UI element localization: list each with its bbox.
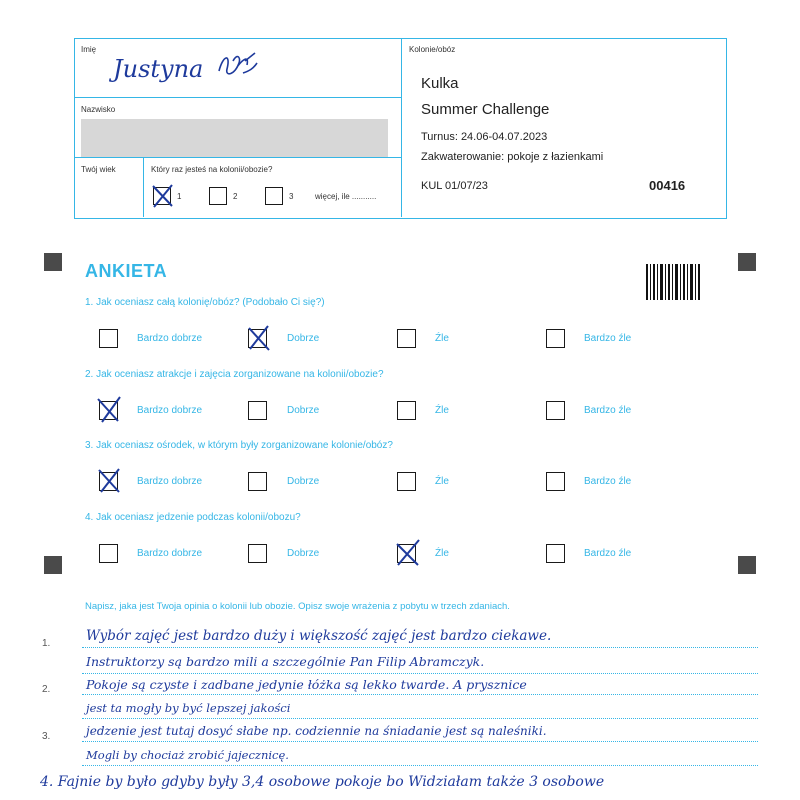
form-number: 00416: [649, 178, 686, 193]
q4-option-dobrze[interactable]: [248, 544, 267, 563]
q3-option-zle[interactable]: [397, 472, 416, 491]
q3-label-2: Dobrze: [287, 476, 320, 487]
signature-scribble: [215, 49, 259, 83]
header-divider: [401, 39, 402, 217]
registration-marker: [738, 556, 756, 574]
answer-line: [82, 693, 758, 695]
survey-title: ANKIETA: [85, 261, 168, 281]
q1-option-bardzo-zle[interactable]: [546, 329, 565, 348]
name-row-divider: [75, 97, 401, 98]
q2-label-1: Bardzo dobrze: [137, 405, 203, 416]
answer-line: [82, 764, 758, 766]
times-checkbox-2[interactable]: [209, 187, 227, 205]
opinion-prompt: Napisz, jaka jest Twoja opinia o kolonii lub obozie. Opisz swoje wrażenia z pobytu w trzech zdaniach.: [85, 601, 510, 612]
turnus: Turnus: 24.06-04.07.2023: [421, 131, 548, 143]
q3-label-1: Bardzo dobrze: [137, 476, 203, 487]
name-value: Justyna: [113, 55, 204, 83]
question-4: 4. Jak oceniasz jedzenie podczas kolonii/obozu?: [85, 512, 301, 523]
answer-line: [82, 740, 758, 742]
age-divider: [143, 157, 144, 217]
q2-label-3: Źle: [435, 405, 449, 416]
line-number-3: 3.: [42, 731, 51, 742]
answer-text-7: 4. Fajnie by było gdyby były 3,4 osobowe pokoje bo Widziałam także 3 osobowe: [40, 774, 605, 790]
answer-line: [82, 717, 758, 719]
camp-code: KUL 01/07/23: [421, 180, 488, 192]
q1-label-4: Bardzo źle: [584, 333, 632, 344]
question-2: 2. Jak oceniasz atrakcje i zajęcia zorganizowane na kolonii/obozie?: [85, 369, 384, 380]
name-label: Imię: [81, 45, 97, 54]
times-label: Który raz jesteś na kolonii/obozie?: [151, 165, 273, 174]
q3-label-3: Źle: [435, 476, 449, 487]
answer-text-5: jedzenie jest tutaj dosyć słabe np. codziennie na śniadanie jest są naleśniki.: [86, 724, 547, 738]
question-1: 1. Jak oceniasz całą kolonię/obóz? (Podobało Ci się?): [85, 297, 325, 308]
camp-program: Summer Challenge: [421, 101, 550, 118]
q3-option-bardzo-dobrze[interactable]: [99, 472, 118, 491]
barcode: [646, 264, 702, 300]
answer-line: [82, 646, 758, 648]
line-number-2: 2.: [42, 684, 51, 695]
q1-label-1: Bardzo dobrze: [137, 333, 203, 344]
registration-marker: [44, 253, 62, 271]
camp-label: Kolonie/obóz: [409, 45, 456, 54]
q3-label-4: Bardzo źle: [584, 476, 632, 487]
times-checkbox-3[interactable]: [265, 187, 283, 205]
times-option-1: 1: [177, 192, 182, 201]
camp-name: Kulka: [421, 75, 459, 92]
surname-label: Nazwisko: [81, 105, 116, 114]
answer-line: [82, 672, 758, 674]
q2-label-2: Dobrze: [287, 405, 320, 416]
age-label: Twój wiek: [81, 165, 116, 174]
q3-option-dobrze[interactable]: [248, 472, 267, 491]
registration-marker: [44, 556, 62, 574]
q4-label-4: Bardzo źle: [584, 548, 632, 559]
registration-marker: [738, 253, 756, 271]
q1-label-3: Źle: [435, 333, 449, 344]
answer-text-6: Mogli by chociaż zrobić jajecznicę.: [86, 748, 289, 762]
times-option-3: 3: [289, 192, 294, 201]
q4-option-bardzo-dobrze[interactable]: [99, 544, 118, 563]
q1-label-2: Dobrze: [287, 333, 320, 344]
answer-text-1: Wybór zajęć jest bardzo duży i większość zajęć jest bardzo ciekawe.: [86, 628, 552, 644]
question-3: 3. Jak oceniasz ośrodek, w którym były zorganizowane kolonie/obóz?: [85, 440, 393, 451]
line-number-1: 1.: [42, 638, 51, 649]
answer-text-4: jest ta mogły by być lepszej jakości: [86, 701, 291, 715]
q2-option-bardzo-zle[interactable]: [546, 401, 565, 420]
q3-option-bardzo-zle[interactable]: [546, 472, 565, 491]
q2-option-dobrze[interactable]: [248, 401, 267, 420]
times-checkbox-1[interactable]: [153, 187, 171, 205]
q1-option-bardzo-dobrze[interactable]: [99, 329, 118, 348]
accommodation: Zakwaterowanie: pokoje z łazienkami: [421, 151, 604, 163]
times-option-2: 2: [233, 192, 238, 201]
answer-text-2: Instruktorzy są bardzo mili a szczególnie Pan Filip Abramczyk.: [86, 654, 485, 669]
q2-option-bardzo-dobrze[interactable]: [99, 401, 118, 420]
surname-row-divider: [75, 157, 401, 158]
q1-option-dobrze[interactable]: [248, 329, 267, 348]
q4-label-2: Dobrze: [287, 548, 320, 559]
q4-option-bardzo-zle[interactable]: [546, 544, 565, 563]
q4-label-1: Bardzo dobrze: [137, 548, 203, 559]
times-option-more: więcej, ile ...........: [315, 192, 377, 201]
surname-redaction: [81, 119, 388, 157]
q4-option-zle[interactable]: [397, 544, 416, 563]
answer-text-3: Pokoje są czyste i zadbane jedynie łóżka są lekko twarde. A prysznice: [86, 677, 527, 692]
q2-option-zle[interactable]: [397, 401, 416, 420]
q4-label-3: Źle: [435, 548, 449, 559]
header-form: [74, 38, 727, 219]
q2-label-4: Bardzo źle: [584, 405, 632, 416]
q1-option-zle[interactable]: [397, 329, 416, 348]
